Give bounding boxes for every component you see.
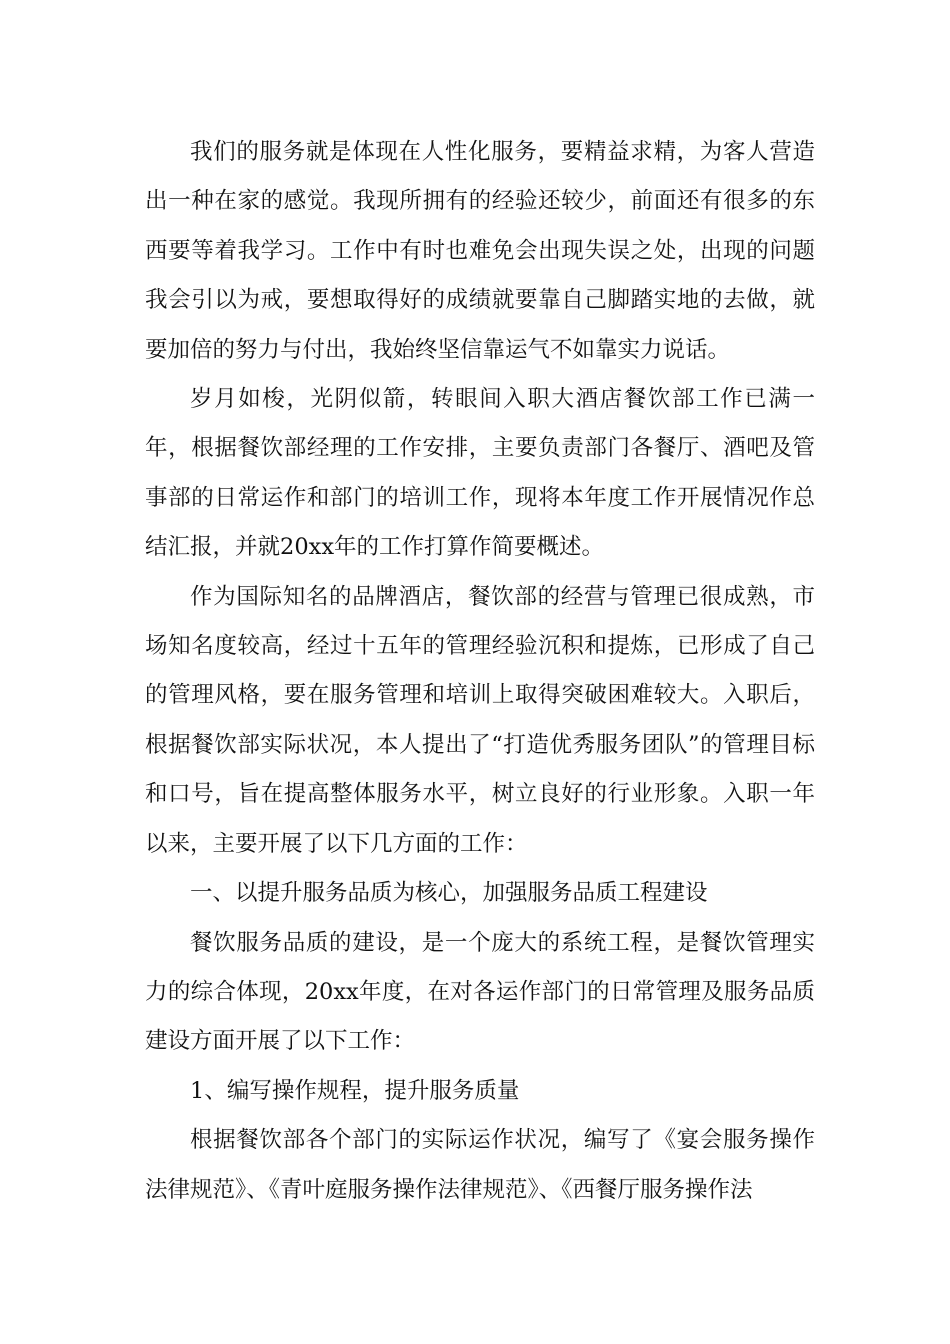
paragraph-quality-engineering: 餐饮服务品质的建设，是一个庞大的系统工程，是餐饮管理实力的综合体现，20xx年度，在对各运作部门的日常管理及服务品质建设方面开展了以下工作：: [145, 929, 815, 1055]
section-heading-service-quality: 一、以提升服务品质为核心，加强服务品质工程建设: [190, 880, 708, 907]
paragraph-year-summary-intro: 岁月如梭，光阴似箭，转眼间入职大酒店餐饮部工作已满一年，根据餐饮部经理的工作安排，主要负责部门各餐厅、酒吧及管事部的日常运作和部门的培训工作，现将本年度工作开展情况作总结汇报，并就20xx年的工作打算作简要概述。: [145, 386, 815, 561]
paragraph-hotel-background: 作为国际知名的品牌酒店，餐饮部的经营与管理已很成熟，市场知名度较高，经过十五年的管理经验沉积和提炼，已形成了自己的管理风格，要在服务管理和培训上取得突破困难较大。入职后，根据餐饮部实际状况，本人提出了“打造优秀服务团队”的管理目标和口号，旨在提高整体服务水平，树立良好的行业形象。入职一年以来，主要开展了以下几方面的工作：: [145, 583, 815, 857]
subheading-operating-procedures: 1、编写操作规程，提升服务质量: [190, 1077, 520, 1104]
paragraph-service-philosophy: 我们的服务就是体现在人性化服务，要精益求精，为客人营造出一种在家的感觉。我现所拥有的经验还较少，前面还有很多的东西要等着我学习。工作中有时也难免会出现失误之处，出现的问题我会引以为戒，要想取得好的成绩就要靠自己脚踏实地的去做，就要加倍的努力与付出，我始终坚信靠运气不如靠实力说话。: [145, 139, 815, 363]
document-body: [145, 128, 815, 1215]
paragraph-procedures-detail: 根据餐饮部各个部门的实际运作状况，编写了《宴会服务操作法律规范》、《青叶庭服务操作法律规范》、《西餐厅服务操作法: [145, 1127, 815, 1203]
